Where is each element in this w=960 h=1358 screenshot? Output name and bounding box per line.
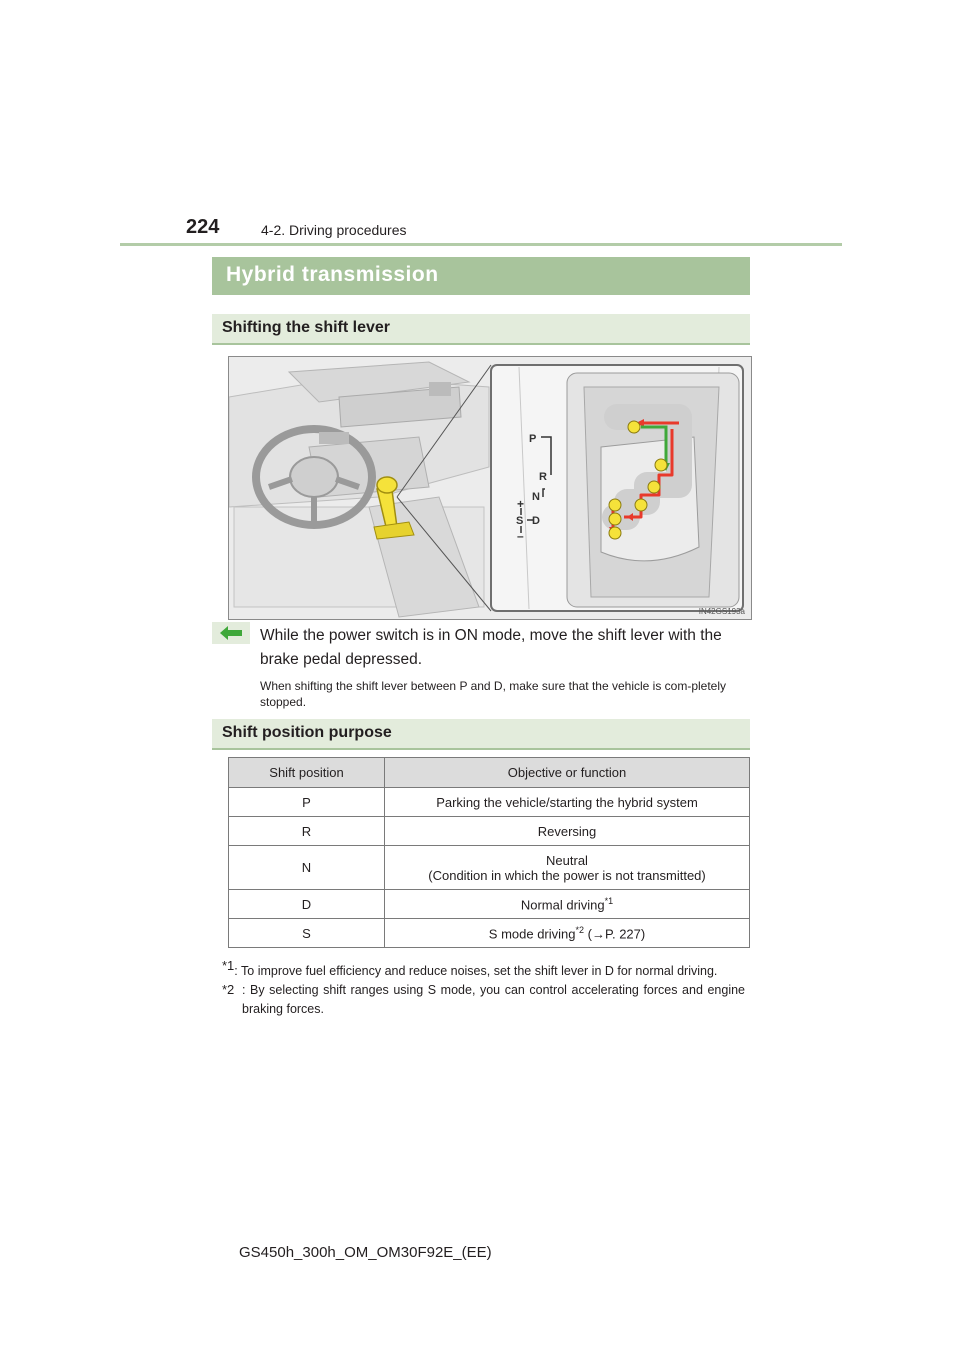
chapter-title: 4-2. Driving procedures: [261, 222, 407, 238]
note-text: When shifting the shift lever between P and D, make sure that the vehicle is com-pletely stopped.: [260, 679, 727, 709]
footnote-2-text: : By selecting shift ranges using S mode, you can control accelerating forces and engine braking forces.: [242, 983, 745, 1016]
footnote-2-mark-wrap: [222, 981, 234, 1004]
subsection-title-shifting: Shifting the shift lever: [222, 319, 391, 336]
table-cell-position: P: [229, 788, 385, 817]
arrow-left-icon: [220, 625, 242, 641]
subsection-header-purpose: [212, 719, 750, 750]
table-row: [229, 788, 750, 817]
table-row: [229, 846, 750, 890]
gate-label-minus: –: [517, 529, 524, 543]
footnote-2-mark: *2: [222, 982, 235, 997]
table-row: [229, 890, 750, 919]
shift-lever-svg: [229, 357, 751, 619]
table-header-cell: Shift position: [229, 758, 385, 788]
subsection-title-purpose: Shift position purpose: [222, 724, 392, 741]
table-header-cell: Objective or function: [385, 758, 750, 788]
table-cell-position: D: [229, 890, 385, 919]
footnote-1-mark: *1: [222, 958, 235, 973]
gate-label-s: S: [516, 515, 524, 527]
header-rule: [120, 243, 842, 246]
table-row: [229, 919, 750, 948]
section-title: Hybrid transmission: [226, 263, 439, 286]
table-cell-position: S: [229, 919, 385, 948]
gate-label-n: N: [532, 491, 540, 503]
gate-label-d: D: [532, 515, 540, 527]
footnote-mark: *1: [604, 895, 614, 906]
section-header: [212, 257, 750, 295]
table-cell-function: Parking the vehicle/starting the hybrid system: [385, 788, 750, 817]
function-text: Normal driving: [520, 897, 605, 913]
function-text: S mode driving: [488, 926, 576, 942]
subsection-header-shifting: [212, 314, 750, 345]
gate-label-r: R: [539, 471, 547, 483]
table-cell-function: [385, 890, 750, 919]
footnote-1-text: : To improve fuel efficiency and reduce noises, set the shift lever in D for normal driving.: [234, 964, 718, 979]
footnote-mark: *2: [575, 924, 585, 935]
step-arrow-badge: [212, 622, 250, 644]
function-line: (Condition in which the power is not transmitted): [428, 867, 706, 883]
footer-document-code: GS450h_300h_OM_OM30F92E_(EE): [239, 1244, 492, 1261]
table-header-row: [229, 758, 750, 788]
table-cell-function: [385, 919, 750, 948]
figure-code: IN42GS193a: [698, 607, 745, 616]
table-row: [229, 817, 750, 846]
page-reference-link[interactable]: (→P. 227): [587, 926, 646, 942]
page-number: 224: [186, 216, 220, 238]
gate-label-plus: +: [517, 497, 525, 511]
table-cell-function: [385, 846, 750, 890]
gate-label-p: P: [529, 433, 537, 445]
table-cell-position: N: [229, 846, 385, 890]
instruction-text: While the power switch is in ON mode, move the shift lever with the brake pedal depressed.: [260, 627, 722, 668]
table-cell-position: R: [229, 817, 385, 846]
table-cell-function: Reversing: [385, 817, 750, 846]
shift-lever-illustration: [228, 356, 752, 620]
shift-position-table: [228, 757, 750, 948]
function-line: Neutral: [546, 852, 588, 868]
footnote-1: [222, 957, 717, 980]
